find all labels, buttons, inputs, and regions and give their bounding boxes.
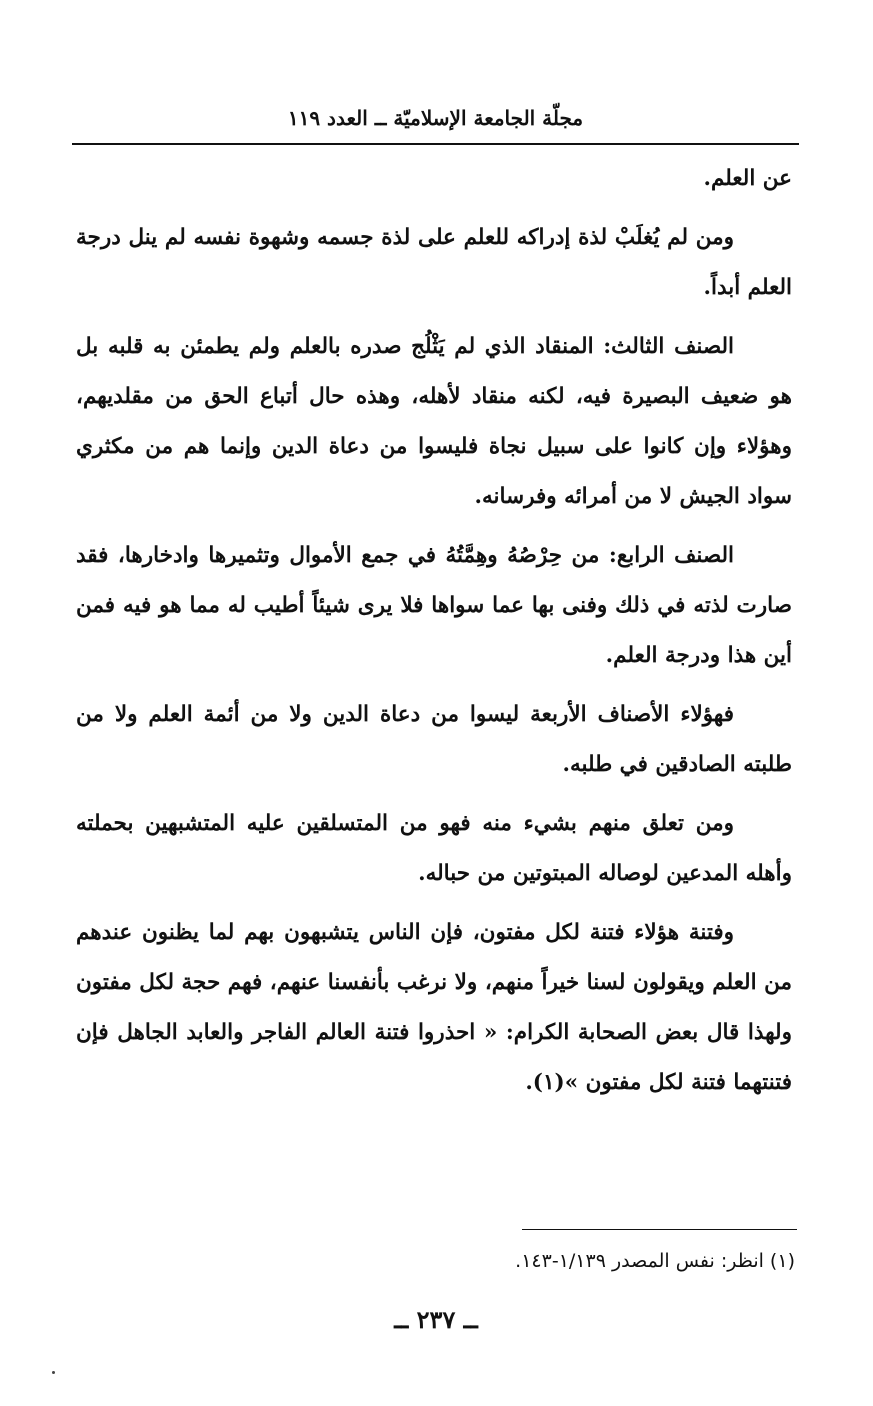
paragraph: فهؤلاء الأصناف الأربعة ليسوا من دعاة الدين ولا من أئمة العلم ولا من طلبته الصادقين في طلبه. (76, 702, 792, 777)
paragraph: عن العلم. (703, 166, 792, 191)
paragraph: ومن لم يُغلَبْ لذة إدراكه للعلم على لذة جسمه وشهوة نفسه لم ينل درجة العلم أبداً. (76, 225, 792, 300)
footnote: (١) انظر: نفس المصدر ١/١٣٩-١٤٣. (515, 1250, 795, 1272)
running-header: مجلّة الجامعة الإسلاميّة ــ العدد ١١٩ (287, 106, 584, 130)
header-rule (72, 143, 799, 145)
paragraph: ومن تعلق منهم بشيء منه فهو من المتسلقين عليه المتشبهين بحملته وأهله المدعين لوصاله المبتوتين من حباله. (76, 811, 792, 886)
paragraph: الصنف الثالث: المنقاد الذي لم يَثْلُج صدره بالعلم ولم يطمئن به قلبه بل هو ضعيف البصيرة فيه، لكنه منقاد لأهله، وهذه حال أتباع الحق من مقلديهم، وهؤلاء وإن كانوا على سبيل نجاة فليسوا من دعاة الدين وإنما هم من مكثري سواد الجيش لا من أمرائه وفرسانه. (76, 334, 792, 509)
page-number: ــ ٢٣٧ ــ (394, 1305, 478, 1334)
paragraph: الصنف الرابع: من حِرْصُهُ وهِمَّتُهُ في جمع الأموال وتثميرها وادخارها، فقد صارت لذته في ذلك وفنى بها عما سواها فلا يرى شيئاً أطيب له مما هو فيه فمن أين هذا ودرجة العلم. (76, 543, 792, 668)
scan-speck (52, 1371, 55, 1374)
paragraph: وفتنة هؤلاء فتنة لكل مفتون، فإن الناس يتشبهون بهم لما يظنون عندهم من العلم ويقولون لسنا خيراً منهم، ولا نرغب بأنفسنا عنهم، فهم حجة لكل مفتون ولهذا قال بعض الصحابة الكرام: « احذروا فتنة العالم الفاجر والعابد الجاهل فإن فتنتهما فتنة لكل مفتون »(١). (76, 920, 792, 1095)
footnote-rule (522, 1229, 797, 1230)
body-text (76, 154, 792, 1117)
